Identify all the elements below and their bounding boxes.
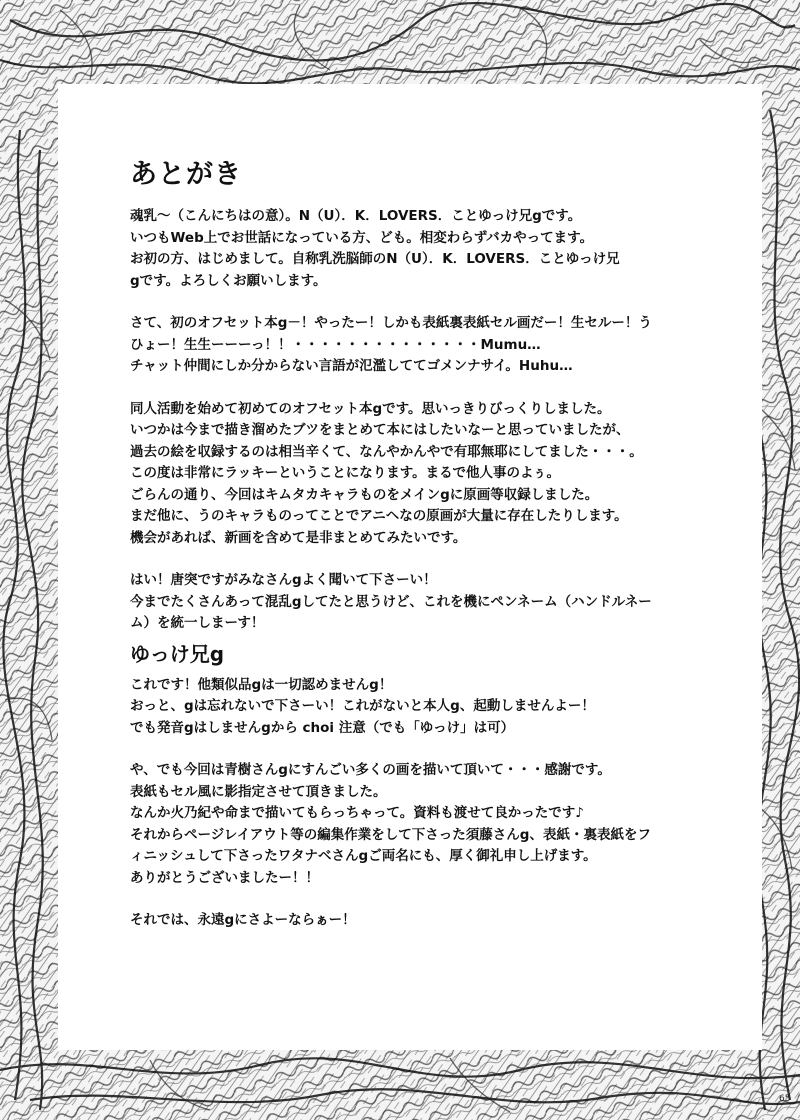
- text-line: おっと、gは忘れないで下さーい！これがないと本人g、起動しませんよー！: [130, 698, 595, 714]
- text-line: 表紙もセル風に影指定させて頂きました。: [130, 783, 387, 800]
- text-line: ごらんの通り、今回はキムタカキャラものをメインgに原画等収録しました。: [130, 486, 599, 503]
- text-line: お初の方、はじめまして。自称乳洗脳師のN（U）．K．LOVERS．ことゆっけ兄: [130, 251, 620, 267]
- text-line: ィニッシュして下さったワタナベさんgご両名にも、厚く御礼申し上げます。: [130, 848, 597, 864]
- text-line: 過去の絵を収録するのは相当辛くて、なんやかんやで有耶無耶にしてました・・・。: [130, 443, 643, 460]
- paragraph-pen-name-note: [130, 675, 740, 740]
- afterword-heading: あとがき: [130, 159, 242, 190]
- afterword-text-area: [130, 158, 740, 953]
- text-line: それからページレイアウト等の編集作業をして下さった須藤さんg、表紙・裏表紙をフ: [130, 826, 651, 843]
- text-line: でも発音gはしませんgから choi 注意（でも「ゆっけ」は可）: [130, 719, 515, 736]
- text-line: 今までたくさんあって混乱gしてたと思うけど、これを機にペンネーム（ハンドルネー: [130, 593, 652, 610]
- text-line: はい！唐突ですがみなさんgよく聞いて下さーい！: [130, 572, 437, 588]
- text-line: さて、初のオフセット本g－！やったー！しかも表紙裏表紙セル画だー！生セルー！う: [130, 315, 652, 331]
- text-line: なんか火乃紀や命まで描いてもらっちゃって。資料も渡せて良かったです♪: [130, 805, 584, 821]
- text-line: いつもWeb上でお世話になっている方、ども。相変わらずバカやってます。: [130, 229, 594, 246]
- text-line: 同人活動を始めて初めてのオフセット本gです。思いっきりびっくりしました。: [130, 400, 611, 417]
- paragraph-greeting: [130, 206, 740, 292]
- text-line: や、でも今回は青樹さんgにすんごい多くの画を描いて頂いて・・・感謝です。: [130, 762, 611, 778]
- paragraph-doujin-activity: [130, 399, 740, 550]
- text-line: まだ他に、うのキャラものってことでアニヘなの原画が大量に存在したりします。: [130, 508, 628, 524]
- afterword-panel: [58, 84, 762, 1050]
- text-line: いつかは今まで描き溜めたブツをまとめて本にはしたいなーと思っていましたが、: [130, 422, 630, 438]
- paragraph-thanks: [130, 760, 740, 889]
- text-line: ム）を統一しまーす！: [130, 615, 265, 631]
- text-line: ひょー！生生ーーーっ！！・・・・・・・・・・・・・・Mumu…: [130, 336, 541, 353]
- text-line: それでは、永遠gにさよーならぁー！: [130, 912, 356, 928]
- pen-name-heading: ゆっけ兄g: [130, 641, 225, 666]
- text-line: gです。よろしくお願いします。: [130, 272, 327, 289]
- page-number: 65: [779, 1094, 791, 1104]
- text-line: これです！他類似品gは一切認めませんg！: [130, 676, 393, 693]
- text-line: 機会があれば、新画を含めて是非まとめてみたいです。: [130, 529, 467, 546]
- text-line: この度は非常にラッキーということになります。まるで他人事のよぅ。: [130, 465, 560, 481]
- paragraph-farewell: [130, 910, 740, 932]
- paragraph-pen-name: [130, 570, 740, 635]
- text-line: 魂乳～（こんにちはの意）。N（U）．K．LOVERS．ことゆっけ兄gです。: [130, 208, 582, 224]
- text-line: チャット仲間にしか分からない言語が氾濫しててゴメンナサイ。Huhu…: [130, 358, 573, 374]
- paragraph-offset-book: [130, 313, 740, 378]
- text-line: ありがとうございましたー！！: [130, 869, 319, 886]
